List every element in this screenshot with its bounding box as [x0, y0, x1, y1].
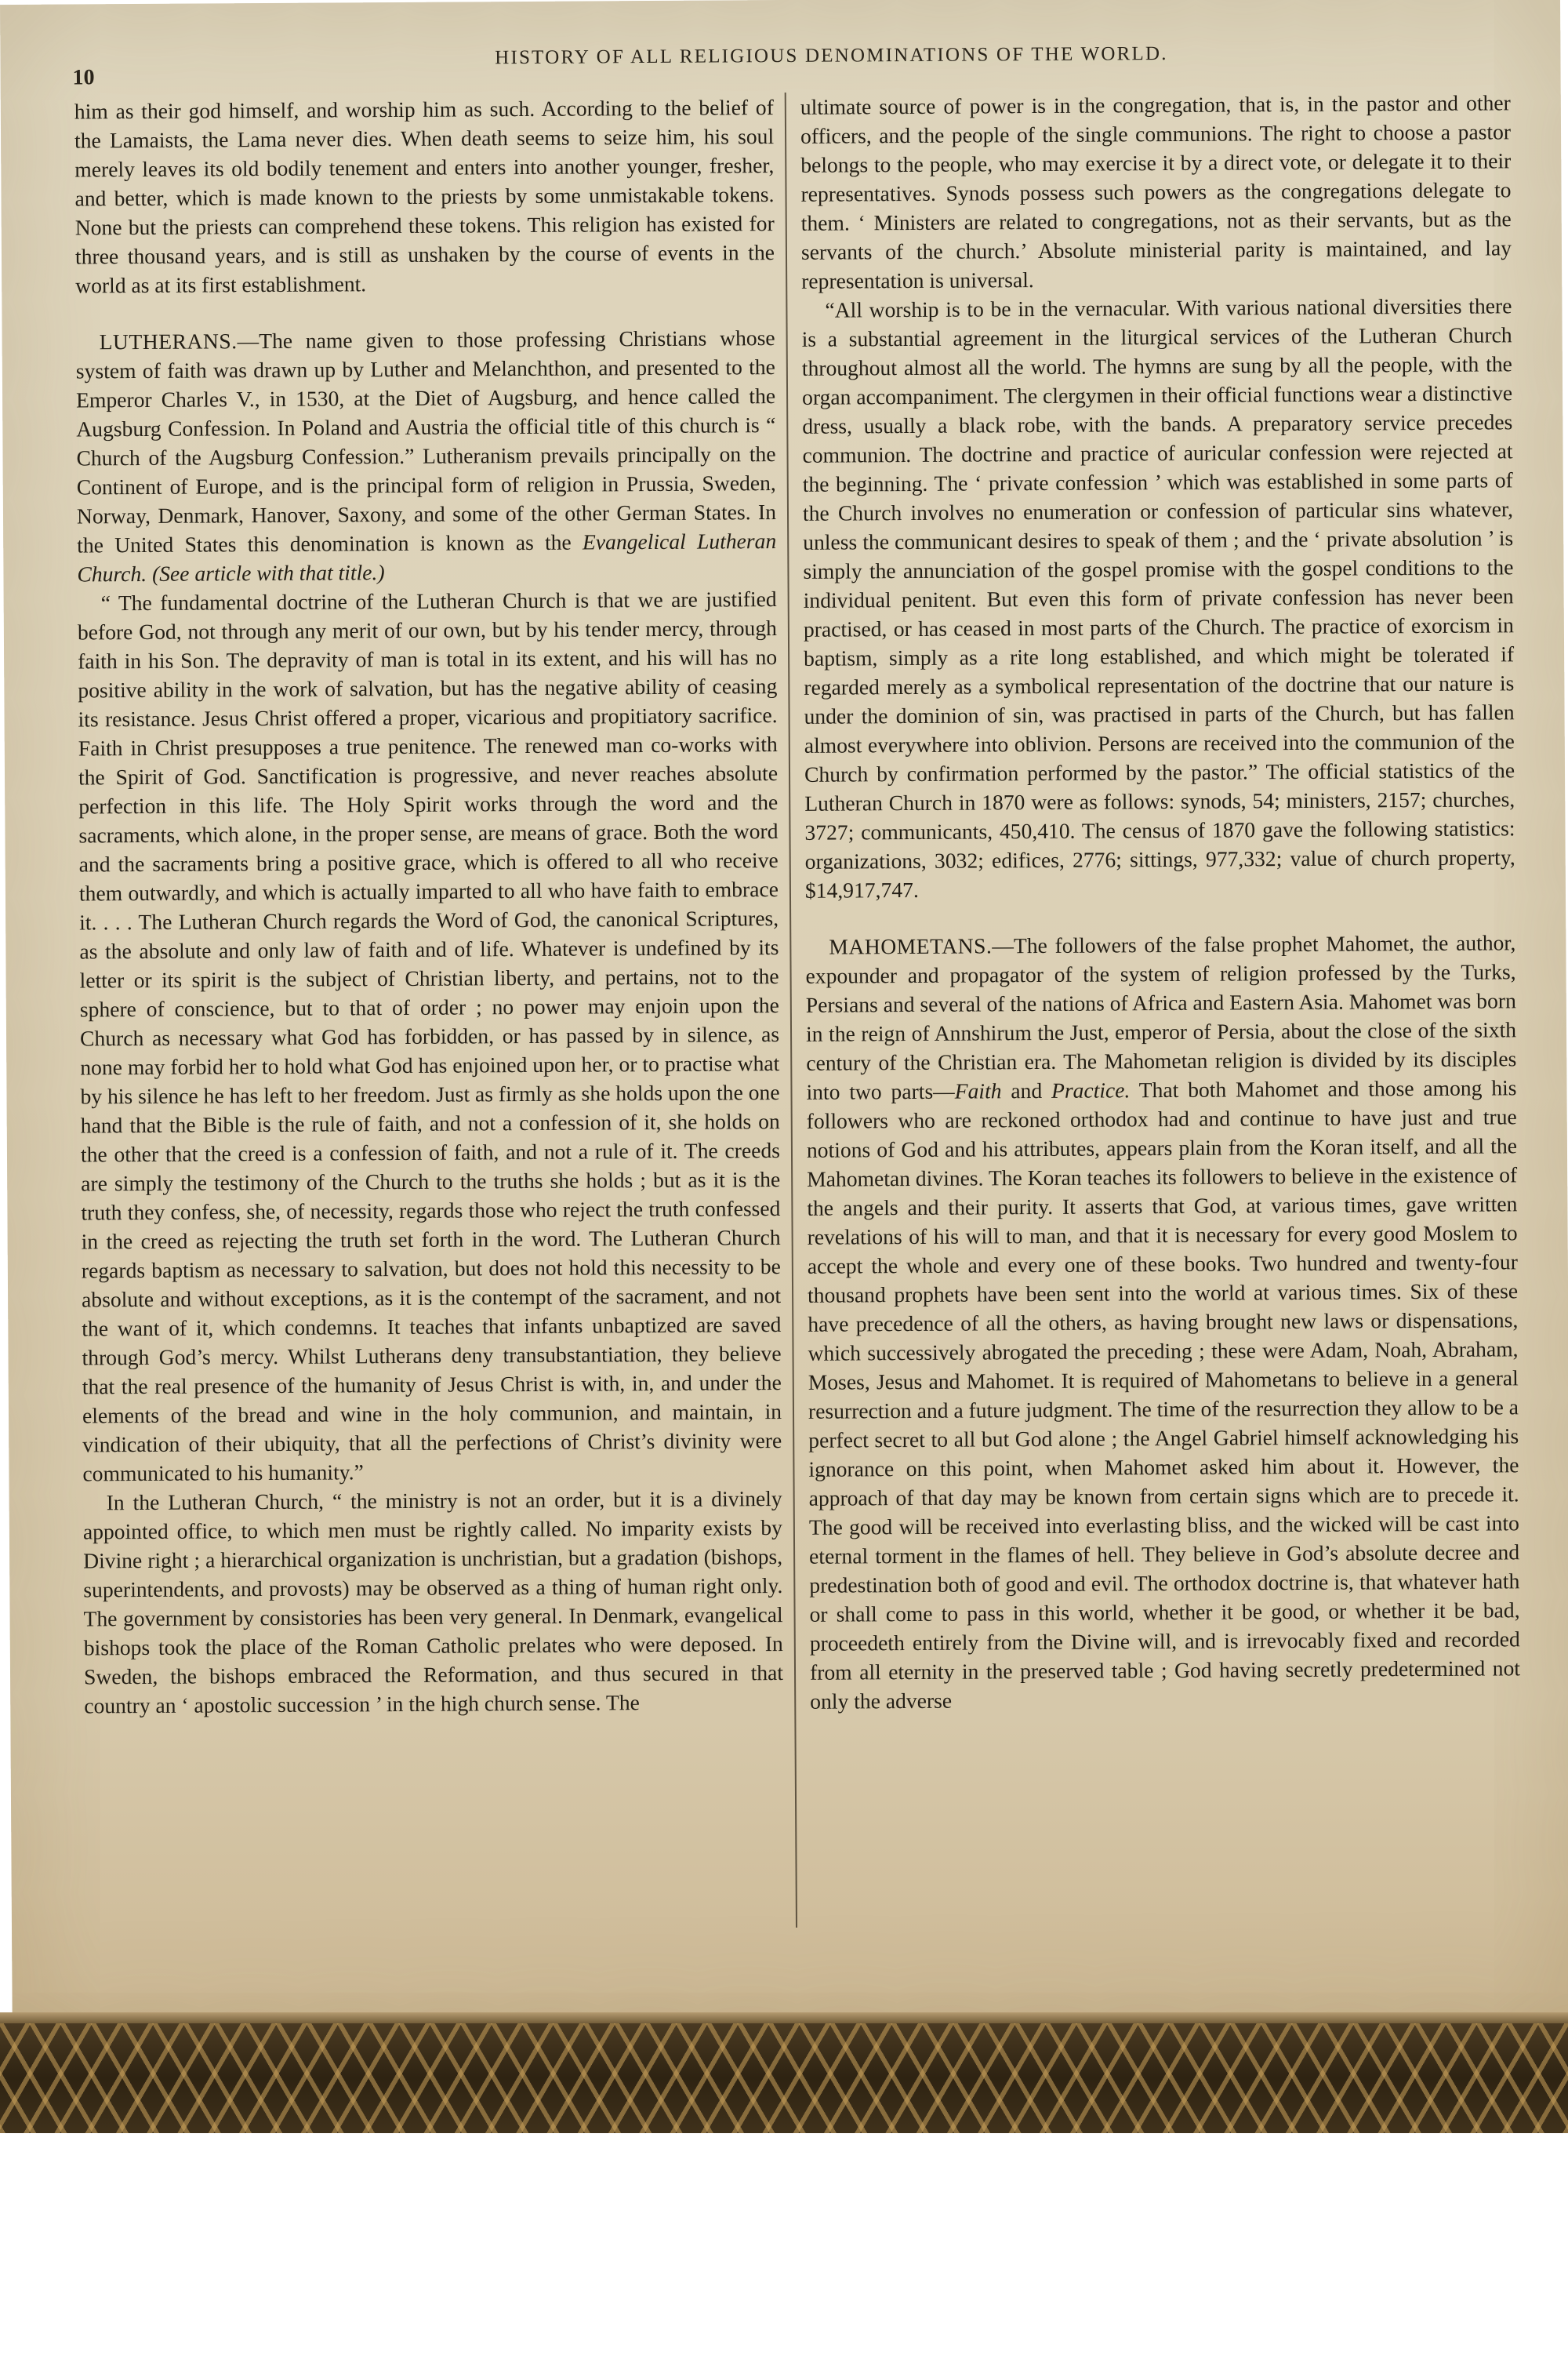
column-divider: [785, 93, 797, 1928]
decorative-binding-band: [0, 2023, 1568, 2133]
mahometans-paragraph: [805, 928, 1520, 1716]
lutheran-polity-paragraph: ultimate source of power is in the congregation, that is, in the pastor and other officers, and the people of the single communions. The right to choose a pastor belongs to the people, who may exercise it by a direct vote, or delegate it to their representatives. Synods possess such powers as the congregations delegate to them. ‘ Ministers are related to congregations, not as their servants, but as the servants of the church.’ Absolute ministerial parity is maintained, and lay representation is universal.: [800, 90, 1512, 293]
left-column: [74, 93, 784, 1720]
page-number: 10: [72, 65, 95, 90]
and-word: and: [1001, 1078, 1052, 1103]
mahometans-heading: MAHOMETANS.: [829, 933, 993, 959]
see-article-note: (See article with that title.): [151, 560, 385, 586]
mahometans-text-b: That both Mahomet and those among his followers who are reckoned orthodox had and continue to have just and true notions of God and his attributes, appears plain from the Koran itself, and all the Mahometan divines. The Koran teaches its followers to believe in the existence of the angels and their purity. It asserts that God, at various times, gave written revelations of his will to man, and that it is necessary for every good Moslem to accept the whole and every one of these books. Two hundred and twenty-four thousand prophets have been sent into the world at various times. Six of these have precedence of all the others, as having brought new laws or dispensations, which successively abrogated the preceding ; these were Adam, Noah, Abraham, Moses, Jesus and Mahomet. It is required of Mahometans to believe in a general resurrection and a future judgment. The time of the resurrection they allow to be a perfect secret to all but God alone ; the Angel Gabriel himself acknowledging his ignorance on this point, when Mahomet asked him about it. However, the approach of that day may be known from certain signs which are to precede it. The good will be received into everlasting bliss, and the wicked will be cast into eternal torment in the flames of hell. They believe in God’s absolute decree and predestination both of good and evil. The orthodox doctrine is, that whatever hath or shall come to pass in this world, whether it be good, or whether it be bad, proceedeth entirely from the Divine will, and is irrevocably fixed and recorded from all eternity in the preserved table ; God having secretly predetermined not only the adverse: [806, 1075, 1521, 1714]
evangelical-lutheran-title: Evangelical Lutheran Church.: [77, 529, 777, 587]
right-column: [800, 88, 1521, 1715]
running-title: HISTORY OF ALL RELIGIOUS DENOMINATIONS OF THE WORLD.: [495, 42, 1168, 69]
mahometans-text-a: —The followers of the false prophet Mahomet, the author, expounder and propagator of the system of religion professed by the Turks, Persians and several of the nations of Africa and Eastern Asia. Mahomet was born in the reign of Annshirum the Just, emperor of Persia, about the close of the sixth century of the Christian era. The Mahometan religion is divided by its disciples into two parts—: [805, 930, 1517, 1104]
lutheran-doctrine-paragraph: “ The fundamental doctrine of the Lutheran Church is that we are justified before God, not through any merit of our own, but by his tender mercy, through faith in his Son. The depravity of man is total in its extent, and his will has no positive ability in the work of salvation, but has the negative ability of ceasing its resistance. Jesus Christ offered a proper, vicarious and propitiatory sacrifice. Faith in Christ presupposes a true penitence. The renewed man co-works with the Spirit of God. Sanctification is progressive, and never reaches absolute perfection in this life. The Holy Spirit works through the word and the sacraments, which alone, in the proper sense, are means of grace. Both the word and the sacraments bring a positive grace, which is offered to all who receive them outwardly, and which is actually imparted to all who have faith to embrace it. . . . The Lutheran Church regards the Word of God, the canonical Scriptures, as the absolute and only law of faith and of life. Whatever is undefined by its letter or its spirit is the subject of Christian liberty, and pertains, not to the sphere of conscience, but to that of order ; no power may enjoin upon the Church as necessary what God has forbidden, or has passed by in silence, as none may forbid her to hold what God has enjoined upon her, or to practise what by his silence he has left to her freedom. Just as firmly as she holds upon the one hand that the Bible is the rule of faith, and not a confession of it, she holds on the other that the creed is a confession of faith, and not a rule of it. The creeds are simply the testimony of the Church to the truths she holds ; but as it is the truth they confess, she, of necessity, regards those who reject the truth confessed in the creed as rejecting the truth set forth in the word. The Lutheran Church regards baptism as necessary to salvation, but does not hold this necessity to be absolute and without exceptions, as it is the contempt of the sacrament, and not the want of it, which condemns. It teaches that infants unbaptized are saved through God’s mercy. Whilst Lutherans deny transubstantiation, they believe that the real presence of the humanity of Jesus Christ is with, in, and under the elements of the bread and wine in the holy communion, and maintain, in vindication of their ubiquity, that all the perfections of Christ’s divinity were communicated to his humanity.”: [77, 587, 782, 1486]
lutherans-intro-paragraph: [76, 323, 777, 588]
lutherans-heading: LUTHERANS.: [99, 329, 238, 354]
lutheran-worship-paragraph: “All worship is to be in the vernacular. With various national diversities there is a substantial agreement in the liturgical services of the Lutheran Church throughout almost all the world. The hymns are sung by all the people, with the organ accompaniment. The clergymen in their official functions wear a distinctive dress, usually a black robe, with the bands. A preparatory service precedes communion. The doctrine and practice of auricular confession were rejected at the beginning. The ‘ private confession ’ which was established in some parts of the Church involves no enumeration or confession of particular sins whatever, unless the communicant desires to speak of them ; and the ‘ private absolution ’ is simply the annunciation of the gospel promise with the gospel conditions to the individual penitent. But even this form of private confession has never been practised, or has ceased in most parts of the Church. The practice of exorcism in baptism, simply as a rite long established, and which might be tolerated if regarded merely as a symbolical representation of the doctrine that our nature is under the dominion of sin, was practised in parts of the Church, but has fallen almost everywhere into oblivion. Persons are received into the communion of the Church by confirmation performed by the pastor.” The official statistics of the Lutheran Church in 1870 were as follows: synods, 54; ministers, 2157; churches, 3727; communicants, 450,410. The census of 1870 gave the following statistics: organizations, 3032; edifices, 2776; sittings, 977,332; value of church property, $14,917,747.: [801, 293, 1515, 903]
practice-word: Practice.: [1051, 1078, 1131, 1103]
lutherans-intro-text: —The name given to those professing Christians whose system of faith was drawn up by Luther and Melanchthon, and presented to the Emperor Charles V., in 1530, at the Diet of Augsburg, and hence called the Augsburg Confession. In Poland and Austria the official title of this church is “ Church of the Augsburg Confession.” Lutheranism prevails principally on the Continent of Europe, and is the principal form of religion in Prussia, Sweden, Norway, Denmark, Hanover, Saxony, and some of the other German States. In the United States this denomination is known as the: [75, 325, 777, 558]
lutheran-ministry-paragraph: In the Lutheran Church, “ the ministry is not an order, but it is a divinely appointed office, to which men must be rightly called. No imparity exists by Divine right ; a hierarchical organization is unchristian, but a gradation (bishops, superintendents, and provosts) may be observed as a thing of human right only. The government by consistories has been very general. In Denmark, evangelical bishops took the place of the Roman Catholic prelates who were deposed. In Sweden, the bishops embraced the Reformation, and thus secured in that country an ‘ apostolic succession ’ in the high church sense. The: [82, 1486, 784, 1718]
lamaists-paragraph: him as their god himself, and worship him as such. According to the belief of the Lamaists, the Lama never dies. When death seems to seize him, his soul merely leaves its old bodily tenement and enters into another younger, fresher, and better, which is made known to the priests by some unmistakable tokens. None but the priests can comprehend these tokens. This religion has existed for three thousand years, and is still as unshaken by the course of events in the world as at its first establishment.: [74, 95, 775, 298]
faith-word: Faith: [954, 1078, 1002, 1103]
